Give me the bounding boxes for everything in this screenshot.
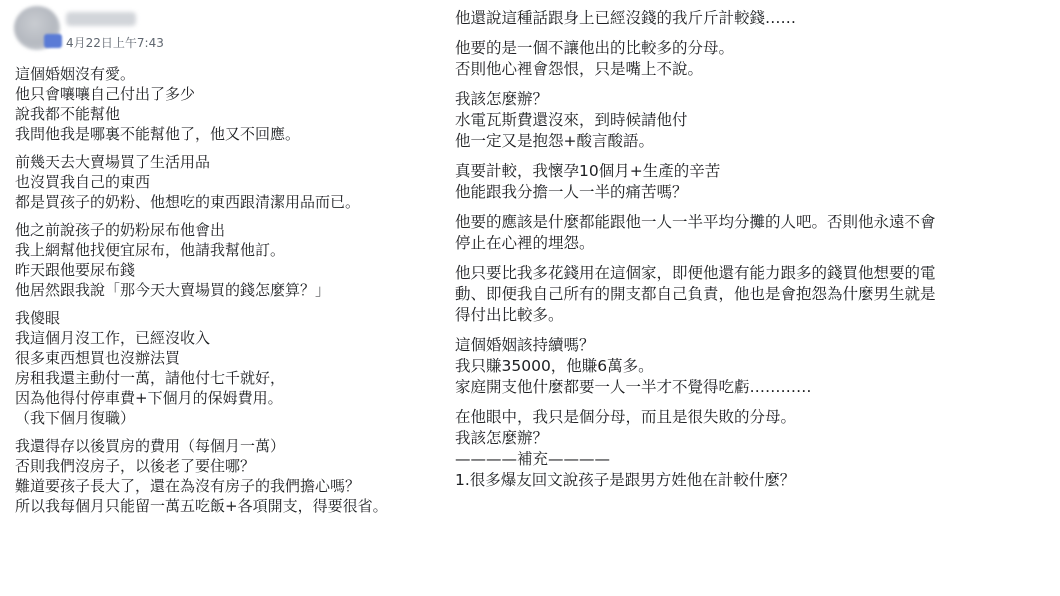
post-header [14, 4, 214, 54]
post-text-line: 動、即便我自己所有的開支都自己負責，他也是會抱怨為什麼男生就是 [455, 285, 936, 303]
post-text-line: 我傻眼 [15, 309, 61, 327]
post-text-line: 我該怎麼辦？ [455, 90, 549, 108]
post-text-line: 難道要孩子長大了，還在為沒有房子的我們擔心嗎？ [15, 477, 361, 495]
author-name-redacted[interactable] [66, 12, 136, 26]
post-text-line: 否則他心裡會怨恨，只是嘴上不說。 [455, 60, 704, 78]
post-text-line: 因為他得付停車費+下個月的保姆費用。 [15, 389, 283, 407]
post-text-line: 房租我還主動付一萬，請他付七千就好， [15, 369, 286, 387]
post-text-line: 前幾天去大賣場買了生活用品 [15, 153, 211, 171]
post-text-line: 都是買孩子的奶粉、他想吃的東西跟清潔用品而已。 [15, 193, 361, 211]
post-text-line: 我還得存以後買房的費用（每個月一萬） [15, 437, 286, 455]
post-text-line: 很多東西想買也沒辦法買 [15, 349, 181, 367]
post-paragraph [455, 335, 1045, 398]
post-text-line: 我上網幫他找便宜尿布，他請我幫他訂。 [15, 241, 286, 259]
post-text-line: ————補充———— [455, 450, 611, 468]
post-text-line: 在他眼中，我只是個分母，而且是很失敗的分母。 [455, 408, 797, 426]
post-text-line: 我問他我是哪裏不能幫他了，他又不回應。 [15, 125, 301, 143]
post-body-left [15, 64, 435, 524]
post-text-line: 也沒買我自己的東西 [15, 173, 151, 191]
post-text-line: 水電瓦斯費還沒來，到時候請他付 [455, 111, 688, 129]
post-text-line: 他能跟我分擔一人一半的痛苦嗎？ [455, 183, 688, 201]
post-text-line: 得付出比較多。 [455, 306, 564, 324]
post-paragraph [455, 161, 1045, 203]
post-text-line: 他只要比我多花錢用在這個家，即便他還有能力跟多的錢買他想要的電 [455, 264, 936, 282]
post-text-line: 他還說這種話跟身上已經沒錢的我斤斤計較錢…… [455, 9, 797, 27]
post-text-line: 我這個月沒工作，已經沒收入 [15, 329, 211, 347]
post-paragraph [15, 220, 435, 300]
post-text-line: 否則我們沒房子，以後老了要住哪？ [15, 457, 256, 475]
post-paragraph [15, 64, 435, 144]
post-text-line: 我只賺35000，他賺6萬多。 [455, 357, 654, 375]
post-text-line: 這個婚姻該持續嗎？ [455, 336, 595, 354]
post-text-line: （我下個月復職） [15, 409, 136, 427]
post-text-line: 所以我每個月只能留一萬五吃飯+各項開支，得要很省。 [15, 497, 388, 515]
post-paragraph [15, 436, 435, 516]
post-text-line: 這個婚姻沒有愛。 [15, 65, 136, 83]
post-paragraph [15, 152, 435, 212]
post-body-right [455, 8, 1045, 500]
post-text-line: 他只會嚷嚷自己付出了多少 [15, 85, 196, 103]
post-paragraph [15, 308, 435, 428]
post-text-line: 1.很多爆友回文說孩子是跟男方姓他在計較什麼？ [455, 471, 796, 489]
post-text-line: 他要的應該是什麼都能跟他一人一半平均分攤的人吧。否則他永遠不會 [455, 213, 936, 231]
post-paragraph [455, 407, 1045, 491]
post-paragraph [455, 212, 1045, 254]
post-text-line: 昨天跟他要尿布錢 [15, 261, 136, 279]
post-text-line: 停止在心裡的埋怨。 [455, 234, 595, 252]
post-paragraph [455, 8, 1045, 29]
post-paragraph [455, 89, 1045, 152]
post-paragraph [455, 38, 1045, 80]
post-text-line: 說我都不能幫他 [15, 105, 121, 123]
post-text-line: 真要計較，我懷孕10個月+生產的辛苦 [455, 162, 721, 180]
post-text-line: 他要的是一個不讓他出的比較多的分母。 [455, 39, 735, 57]
post-text-line: 我該怎麼辦？ [455, 429, 549, 447]
post-text-line: 他居然跟我說「那今天大賣場買的錢怎麼算？」 [15, 281, 331, 299]
post-text-line: 他之前說孩子的奶粉尿布他會出 [15, 221, 226, 239]
avatar-badge [44, 34, 62, 48]
post-paragraph [455, 263, 1045, 326]
post-text-line: 他一定又是抱怨+酸言酸語。 [455, 132, 654, 150]
post-text-line: 家庭開支他什麼都要一人一半才不覺得吃虧………… [455, 378, 812, 396]
post-timestamp[interactable]: 4月22日上午7:43 [66, 36, 164, 50]
